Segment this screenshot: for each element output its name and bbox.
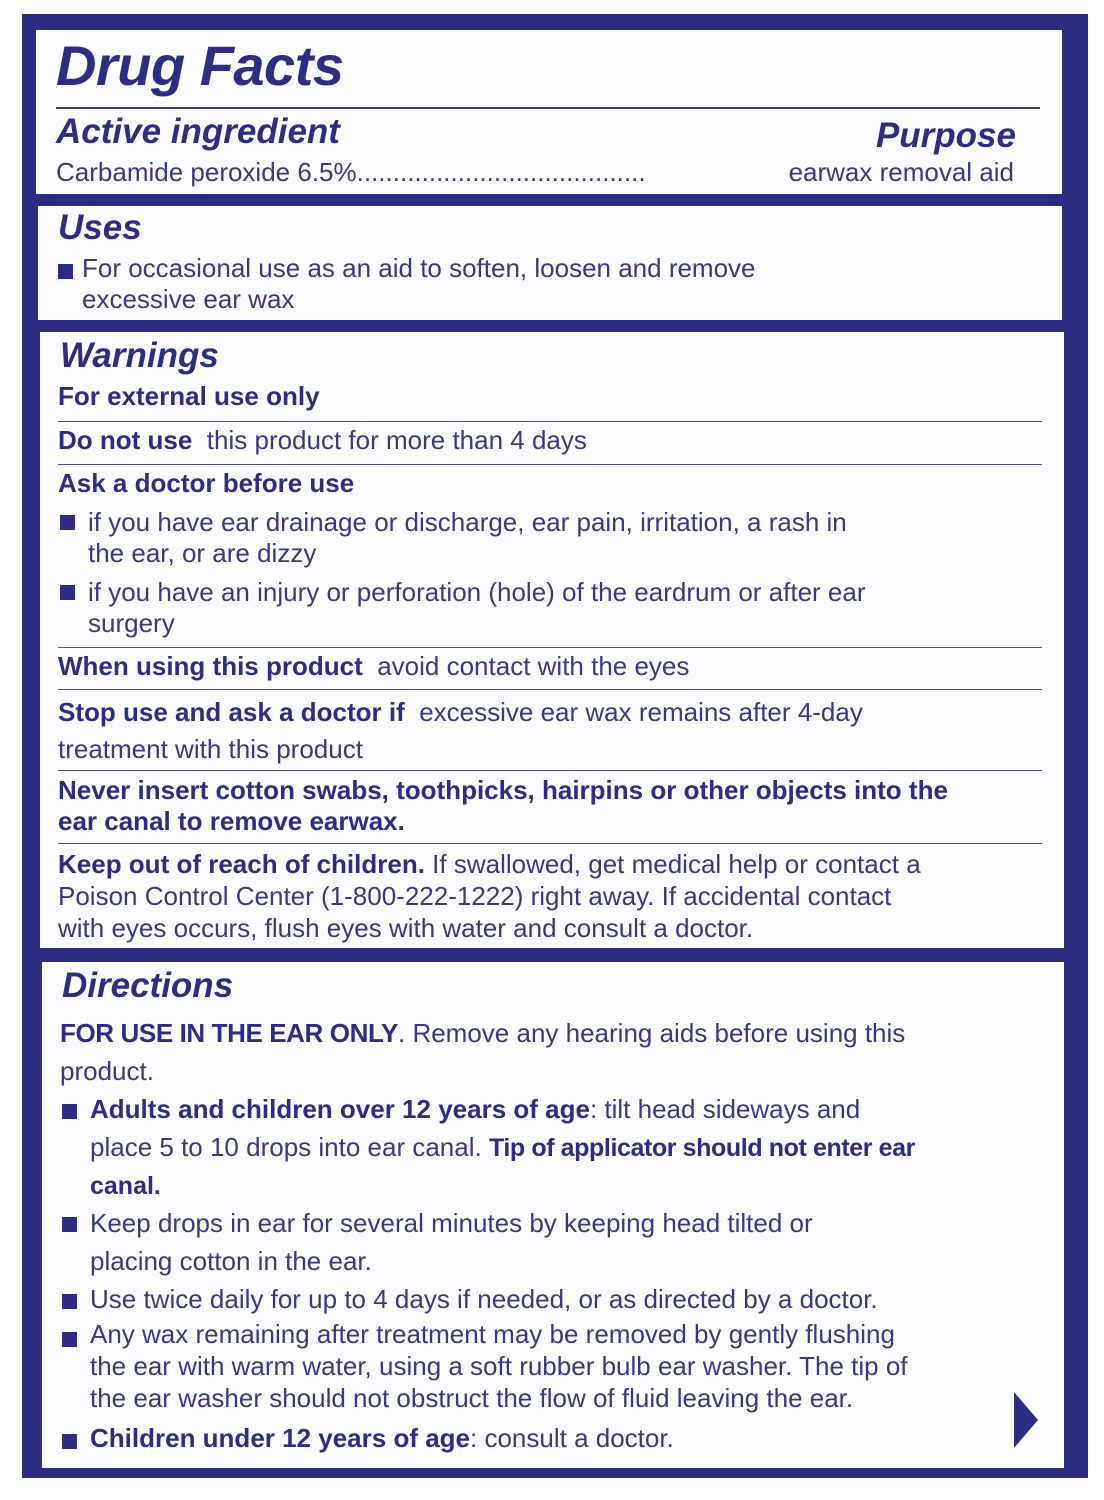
directions-item-adults [90, 1090, 915, 1205]
drug-facts-header-panel [36, 30, 1062, 194]
warnings-divider [58, 464, 1042, 465]
directions-intro-text: . Remove any hearing aids before using this [398, 1018, 906, 1048]
directions-item [90, 1318, 908, 1414]
keep-out-label: Keep out of reach of children. [58, 849, 425, 879]
never-insert-line: ear canal to remove earwax. [58, 806, 405, 836]
leader-dots: ........................................ [356, 157, 646, 187]
applicator-warning: canal. [90, 1172, 161, 1200]
bullet-icon [62, 1294, 77, 1309]
directions-item-line: Any wax remaining after treatment may be removed by gently flushing [90, 1319, 895, 1349]
applicator-warning: Tip of applicator should not enter ear [488, 1134, 915, 1162]
uses-item-line: For occasional use as an aid to soften, loosen and remove [82, 253, 756, 283]
ask-doctor-item [88, 576, 866, 640]
keep-out-row [58, 848, 921, 945]
bullet-icon [62, 1217, 77, 1232]
children-label: Children under 12 years of age [90, 1423, 471, 1453]
uses-panel [38, 206, 1062, 320]
directions-item [90, 1204, 813, 1280]
bullet-icon [62, 1434, 77, 1449]
warnings-heading: Warnings [60, 336, 219, 375]
when-using-row [58, 650, 689, 683]
uses-item-line: excessive ear wax [82, 284, 295, 314]
directions-item-children [90, 1422, 674, 1455]
bullet-icon [62, 1104, 77, 1119]
keep-out-text-cont: Poison Control Center (1-800-222-1222) right away. If accidental contact [58, 881, 892, 911]
warnings-divider [58, 843, 1042, 844]
stop-use-text: excessive ear wax remains after 4-day [419, 697, 863, 727]
warnings-divider [58, 770, 1042, 771]
stop-use-row [58, 694, 863, 768]
adults-text: place 5 to 10 drops into ear canal. [90, 1132, 482, 1162]
when-using-label: When using this product [58, 651, 363, 681]
directions-intro [60, 1014, 905, 1090]
ingredient-purpose: earwax removal aid [788, 157, 1014, 187]
warnings-panel [40, 332, 1064, 948]
do-not-use-label: Do not use [58, 425, 193, 455]
page-title: Drug Facts [56, 34, 344, 97]
directions-item-line: Keep drops in ear for several minutes by keeping head tilted or [90, 1208, 813, 1238]
purpose-heading: Purpose [875, 116, 1016, 155]
bullet-icon [60, 515, 75, 530]
warnings-divider [58, 689, 1042, 690]
directions-item [90, 1280, 878, 1318]
adults-text: : tilt head sideways and [589, 1094, 861, 1124]
continue-arrow-icon [1014, 1392, 1038, 1448]
ask-doctor-item-line: the ear, or are dizzy [88, 538, 317, 568]
do-not-use-text: this product for more than 4 days [206, 425, 587, 455]
directions-panel [42, 962, 1064, 1468]
uses-item [82, 252, 756, 316]
ask-doctor-item-line: if you have ear drainage or discharge, ear pain, irritation, a rash in [88, 507, 847, 537]
directions-item-line: Use twice daily for up to 4 days if needed, or as directed by a doctor. [90, 1284, 878, 1314]
adults-label: Adults and children over 12 years of age [90, 1094, 590, 1124]
ask-doctor-item-line: surgery [88, 608, 175, 638]
when-using-text: avoid contact with the eyes [377, 651, 690, 681]
title-divider [56, 107, 1040, 109]
directions-intro-text: product. [60, 1056, 154, 1086]
bullet-icon [60, 585, 75, 600]
active-ingredient-row [56, 156, 1014, 189]
active-ingredient-heading: Active ingredient [56, 112, 340, 151]
external-use-warning: For external use only [58, 381, 320, 411]
do-not-use-row [58, 424, 587, 457]
stop-use-label: Stop use and ask a doctor if [58, 697, 405, 727]
never-insert-line: Never insert cotton swabs, toothpicks, hairpins or other objects into the [58, 775, 948, 805]
warnings-divider [58, 421, 1042, 422]
directions-heading: Directions [62, 966, 234, 1005]
directions-item-line: the ear with warm water, using a soft rubber bulb ear washer. The tip of [90, 1351, 908, 1381]
stop-use-text-cont: treatment with this product [58, 734, 363, 764]
warnings-divider [58, 647, 1042, 648]
children-text: : consult a doctor. [470, 1423, 674, 1453]
ear-only-label: FOR USE IN THE EAR ONLY [60, 1018, 398, 1048]
uses-heading: Uses [58, 208, 142, 247]
bullet-icon [58, 264, 73, 279]
ask-doctor-item [88, 506, 847, 570]
ask-doctor-item-line: if you have an injury or perforation (hole) of the eardrum or after ear [88, 577, 866, 607]
never-insert-warning [58, 774, 948, 838]
keep-out-text: If swallowed, get medical help or contact a [432, 849, 921, 879]
bullet-icon [62, 1332, 77, 1347]
ask-doctor-heading: Ask a doctor before use [58, 468, 355, 498]
ingredient-name: Carbamide peroxide 6.5% [56, 157, 357, 187]
keep-out-text-cont: with eyes occurs, flush eyes with water and consult a doctor. [58, 913, 754, 943]
directions-item-line: placing cotton in the ear. [90, 1246, 372, 1276]
directions-item-line: the ear washer should not obstruct the flow of fluid leaving the ear. [90, 1383, 854, 1413]
